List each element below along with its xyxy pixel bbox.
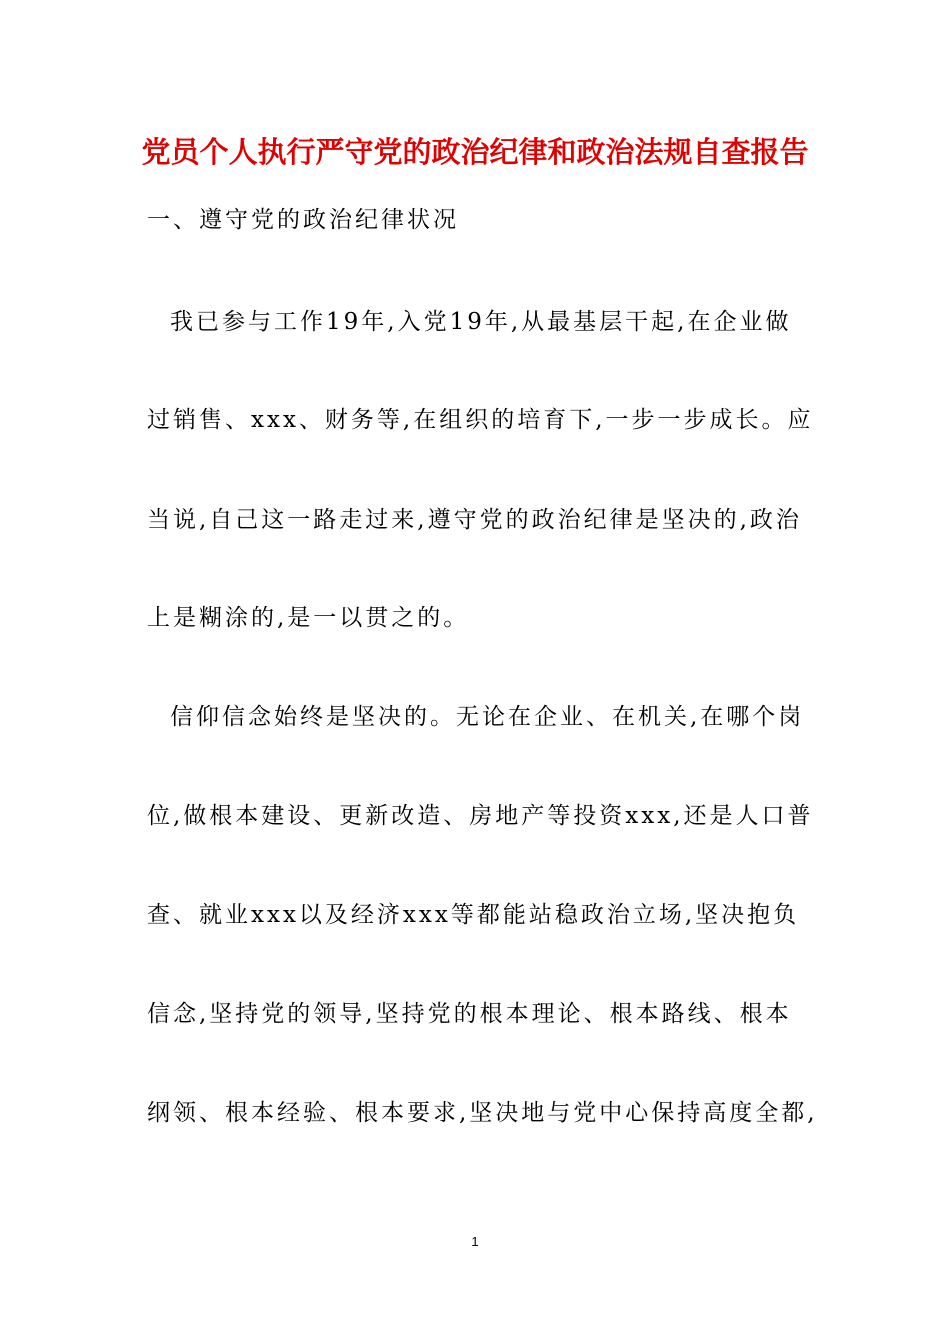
paragraph-line: 位,做根本建设、更新改造、房地产等投资xxx,还是人口普 <box>147 803 814 829</box>
section-heading: 一、遵守党的政治纪律状况 <box>147 207 459 233</box>
paragraph-line: 当说,自己这一路走过来,遵守党的政治纪律是坚决的,政治 <box>147 507 802 533</box>
page-number: 1 <box>471 1234 479 1249</box>
paragraph-line: 查、就业xxx以及经济xxx等都能站稳政治立场,坚决抱负 <box>147 902 800 928</box>
paragraph-line: 我已参与工作19年,入党19年,从最基层干起,在企业做 <box>170 309 792 335</box>
paragraph-line: 信念,坚持党的领导,坚持党的根本理论、根本路线、根本 <box>147 1001 792 1027</box>
paragraph-line: 信仰信念始终是坚决的。无论在企业、在机关,在哪个岗 <box>170 704 805 730</box>
paragraph-line: 过销售、xxx、财务等,在组织的培育下,一步一步成长。应 <box>147 407 814 433</box>
paragraph-line: 纲领、根本经验、根本要求,坚决地与党中心保持高度全都, <box>147 1100 818 1126</box>
document-title: 党员个人执行严守党的政治纪律和政治法规自查报告 <box>141 135 809 169</box>
paragraph-line: 上是糊涂的,是一以贯之的。 <box>147 605 470 631</box>
